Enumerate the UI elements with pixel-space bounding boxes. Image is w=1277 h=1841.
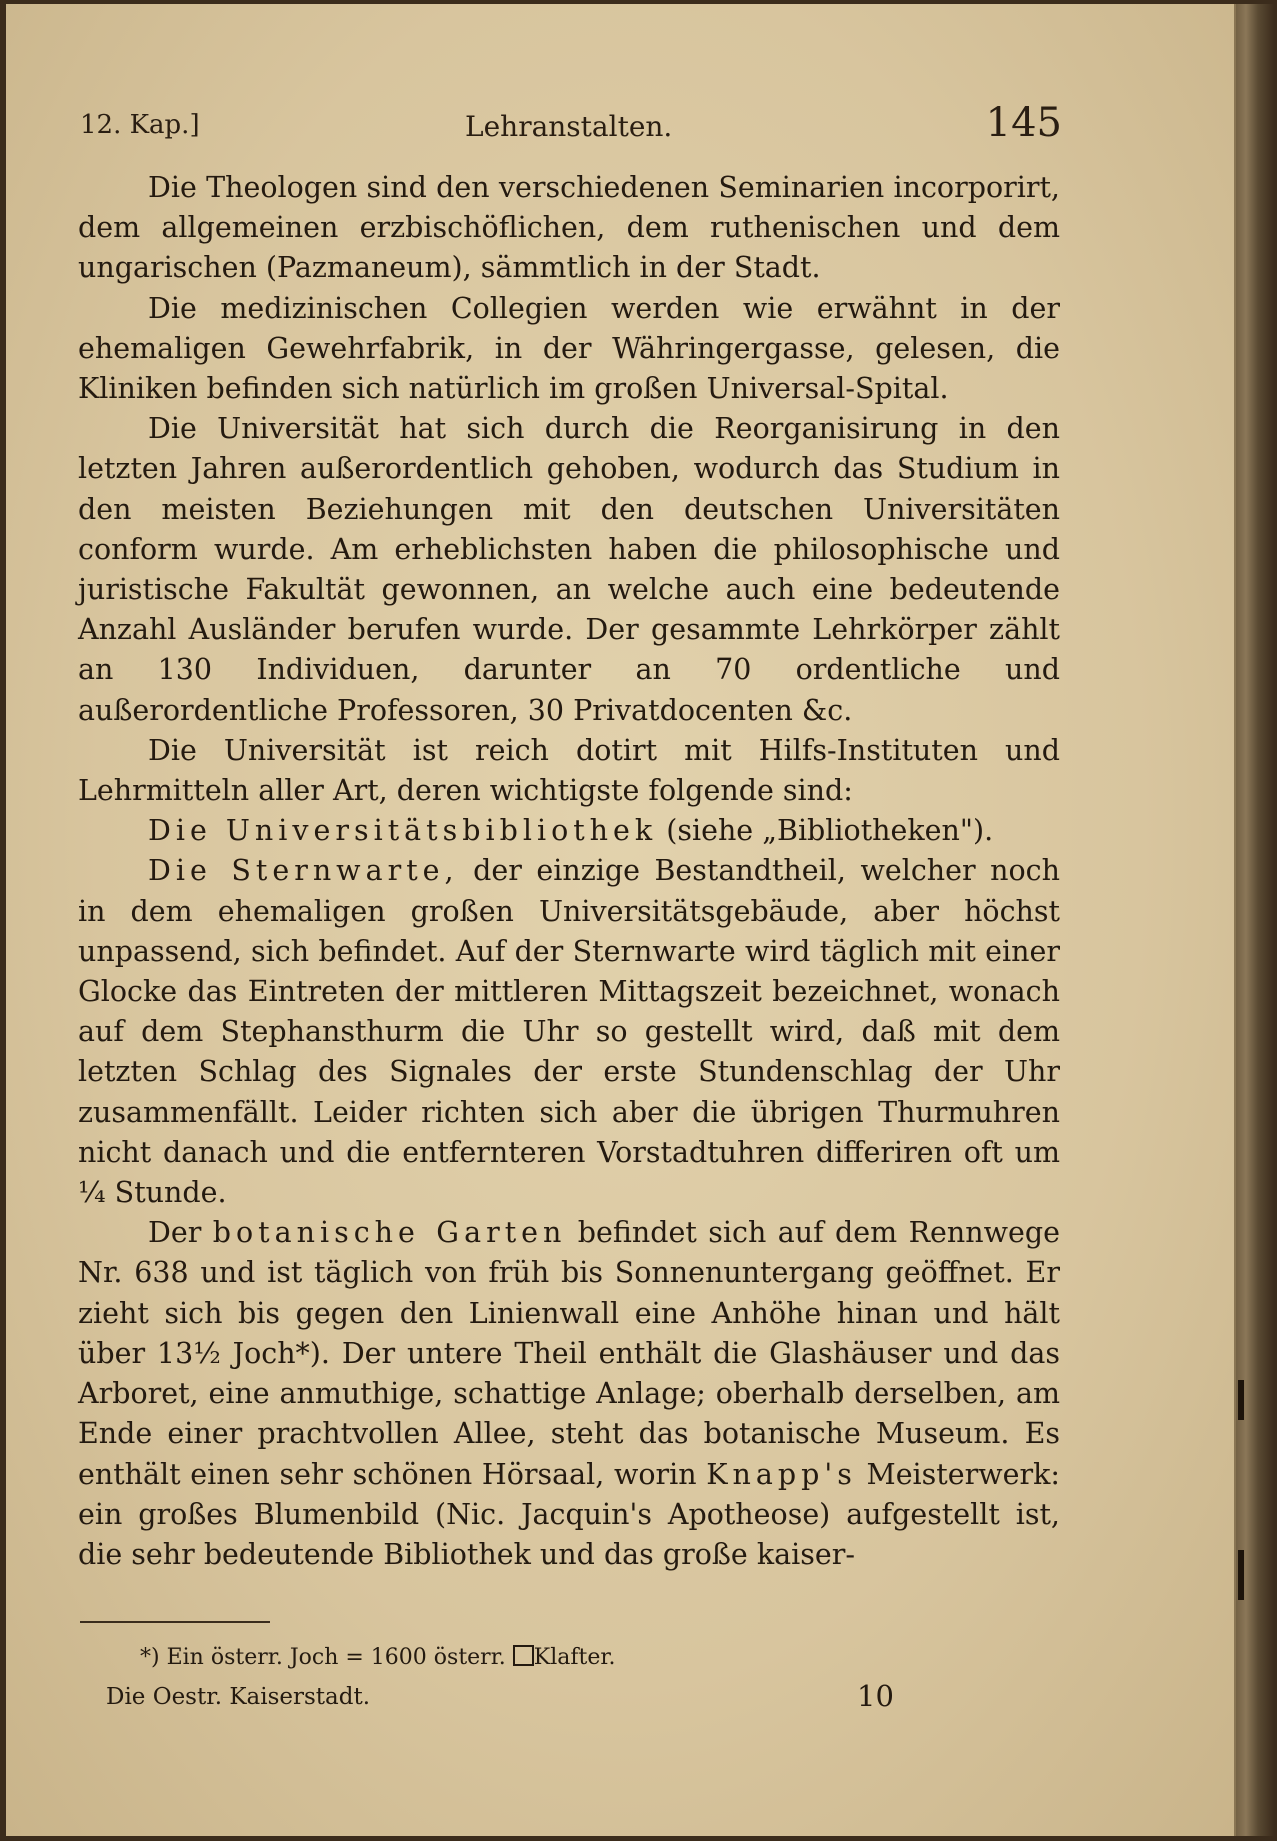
page-number: 145 <box>985 100 1062 146</box>
paragraph-library <box>78 811 1060 851</box>
page-header <box>80 100 1060 160</box>
garden-text-lead: Der <box>148 1216 213 1250</box>
square-icon <box>513 1645 534 1666</box>
library-text: (siehe „Bibliotheken"). <box>657 814 994 848</box>
footnote-text: *) Ein österr. Joch = 1600 österr. <box>140 1645 506 1670</box>
library-heading: Die Universitätsbibliothek <box>148 814 658 848</box>
footnote <box>140 1645 615 1670</box>
knapp-name: Knapp's <box>706 1457 857 1491</box>
running-title: Lehranstalten. <box>465 110 673 143</box>
garden-heading: botanische Garten <box>212 1216 567 1250</box>
paragraph-theologians: Die Theologen sind den verschiedenen Seminarien incorporirt, dem allgemeinen erzbischöflichen, dem ruthenischen und dem ungarischen (Pazmaneum), sämmtlich in der Stadt. <box>78 171 1060 285</box>
garden-text-end: Meisterwerk: ein großes Blumenbild (Nic. Jacquin's Apotheose) aufgestellt ist, die sehr bedeutende Bibliothek und das große kaiser- <box>78 1457 1060 1571</box>
observatory-heading: Die Sternwarte, <box>148 854 459 888</box>
sheet-number: 10 <box>857 1679 894 1713</box>
page-edge-mark <box>1238 1380 1244 1420</box>
footnote-rule <box>80 1621 270 1623</box>
paragraph-university-reorganisation: Die Universität hat sich durch die Reorganisirung in den letzten Jahren außerordentlich gehoben, wodurch das Studium in den meisten Beziehungen mit den deutschen Universitäten conform wurde. Am erheblichsten haben die philosophische und juristische Fakultät gewonnen, an welche auch eine bedeutende Anzahl Ausländer berufen wurde. Der gesammte Lehrkörper zählt an 130 Individuen, darunter an 70 ordentliche und außerordentliche Professoren, 30 Privatdocenten &c. <box>78 412 1060 727</box>
paragraph-institutes-intro: Die Universität ist reich dotirt mit Hilfs-Instituten und Lehrmitteln aller Art, deren wichtigste folgende sind: <box>78 733 1060 808</box>
page-body <box>78 168 1060 1575</box>
paragraph-botanical-garden <box>78 1213 1060 1575</box>
garden-text: befindet sich auf dem Rennwege Nr. 638 und ist täglich von früh bis Sonnenuntergang geöffnet. Er zieht sich bis gegen den Linienwall eine Anhöhe hinan und hält über 13½ Joch*). Der untere Theil enthält die Glashäuser und das Arboret, eine anmuthige, schattige Anlage; oberhalb derselben, am Ende einer prachtvollen Allee, steht das botanische Museum. Es enthält einen sehr schönen Hörsaal, worin <box>78 1216 1060 1491</box>
paragraph-medical-colleges: Die medizinischen Collegien werden wie erwähnt in der ehemaligen Gewehrfabrik, in der Währingergasse, gelesen, die Kliniken befinden sich natürlich im großen Universal-Spital. <box>78 291 1060 406</box>
paragraph-observatory <box>78 851 1060 1213</box>
page-edge-mark <box>1238 1550 1244 1600</box>
chapter-label: 12. Kap.] <box>80 110 200 140</box>
sheet-signature: Die Oestr. Kaiserstadt. <box>106 1684 371 1710</box>
observatory-text: der einzige Bestandtheil, welcher noch in dem ehemaligen großen Universitätsgebäude, aber höchst unpassend, sich befindet. Auf der Sternwarte wird täglich mit einer Glocke das Eintreten der mittleren Mittagszeit bezeichnet, wonach auf dem Stephansthurm die Uhr so gestellt wird, daß mit dem letzten Schlag des Signales der erste Stundenschlag der Uhr zusammenfällt. Leider richten sich aber die übrigen Thurmuhren nicht danach und die entfernteren Vorstadtuhren differiren oft um ¼ Stunde. <box>78 854 1060 1210</box>
footnote-unit: Klafter. <box>533 1645 616 1670</box>
